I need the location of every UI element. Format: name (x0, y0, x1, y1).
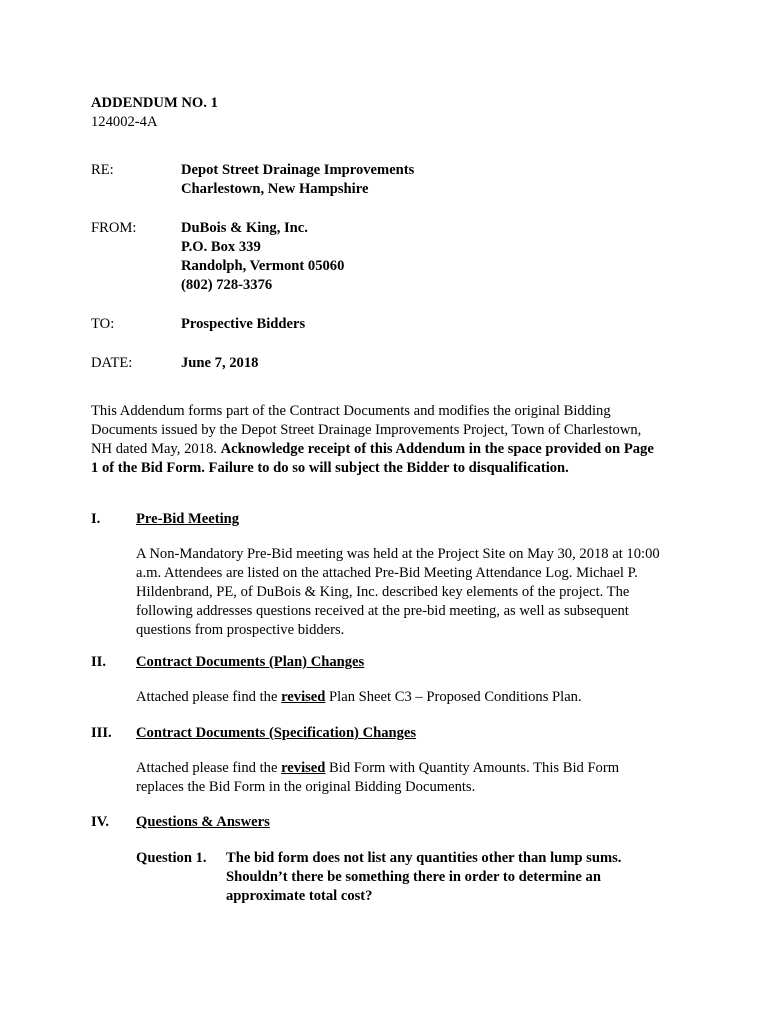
body-line: Hildenbrand, PE, of DuBois & King, Inc. described key elements of the project. The (136, 584, 630, 600)
re-value (181, 161, 414, 199)
re-label: RE: (91, 162, 114, 178)
date-value: June 7, 2018 (181, 355, 259, 371)
from-line: P.O. Box 339 (181, 239, 261, 255)
date-label: DATE: (91, 355, 133, 371)
section-number: III. (91, 725, 112, 741)
body-line: a.m. Attendees are listed on the attached Pre-Bid Meeting Attendance Log. Michael P. (136, 565, 638, 581)
section-body-plan-changes (136, 688, 676, 707)
body-line: A Non-Mandatory Pre-Bid meeting was held at the Project Site on May 30, 2018 at 10:00 (136, 546, 660, 562)
intro-line-plain: NH dated May, 2018. (91, 441, 221, 457)
body-line (136, 759, 676, 778)
section-title-questions-answers: Questions & Answers (136, 814, 270, 830)
from-value (181, 219, 344, 295)
re-line: Charlestown, New Hampshire (181, 181, 369, 197)
intro-acknowledge-text: Acknowledge receipt of this Addendum in the space provided on Page (220, 441, 654, 457)
question-text (226, 849, 621, 906)
from-line: Randolph, Vermont 05060 (181, 258, 345, 274)
question-line: The bid form does not list any quantities other than lump sums. (226, 850, 622, 866)
body-text: Attached please find the (136, 689, 282, 705)
revised-emphasis: revised (281, 689, 326, 705)
from-line: DuBois & King, Inc. (181, 220, 308, 236)
section-number: II. (91, 654, 107, 670)
body-line: questions from prospective bidders. (136, 622, 345, 638)
re-line: Depot Street Drainage Improvements (181, 162, 415, 178)
addendum-number: 124002-4A (91, 114, 158, 130)
section-body-prebid-meeting (136, 545, 676, 640)
question-label: Question 1. (136, 850, 207, 866)
section-title-plan-changes: Contract Documents (Plan) Changes (136, 654, 365, 670)
addendum-title: ADDENDUM NO. 1 (91, 95, 218, 111)
section-title-prebid-meeting: Pre-Bid Meeting (136, 511, 240, 527)
intro-line: Documents issued by the Depot Street Drainage Improvements Project, Town of Charlestown, (91, 422, 642, 438)
body-text: Attached please find the (136, 760, 282, 776)
intro-disqualification-text: 1 of the Bid Form. Failure to do so will subject the Bidder to disqualification. (91, 460, 569, 476)
intro-paragraph (91, 402, 691, 478)
body-text: Bid Form with Quantity Amounts. This Bid Form (325, 760, 620, 776)
section-number: IV. (91, 814, 109, 830)
from-label: FROM: (91, 220, 137, 236)
body-line: following addresses questions received at the pre-bid meeting, as well as subsequent (136, 603, 629, 619)
section-number: I. (91, 511, 101, 527)
section-body-specification-changes (136, 759, 676, 797)
section-title-specification-changes: Contract Documents (Specification) Changes (136, 725, 417, 741)
question-line: approximate total cost? (226, 888, 373, 904)
to-label: TO: (91, 316, 115, 332)
from-line: (802) 728-3376 (181, 277, 273, 293)
intro-line (91, 440, 691, 459)
body-text: Plan Sheet C3 – Proposed Conditions Plan. (325, 689, 582, 705)
revised-emphasis: revised (281, 760, 326, 776)
intro-line: This Addendum forms part of the Contract Documents and modifies the original Bidding (91, 403, 611, 419)
to-value: Prospective Bidders (181, 316, 306, 332)
body-line (136, 688, 676, 707)
question-line: Shouldn’t there be something there in order to determine an (226, 869, 601, 885)
body-line: replaces the Bid Form in the original Bidding Documents. (136, 779, 476, 795)
